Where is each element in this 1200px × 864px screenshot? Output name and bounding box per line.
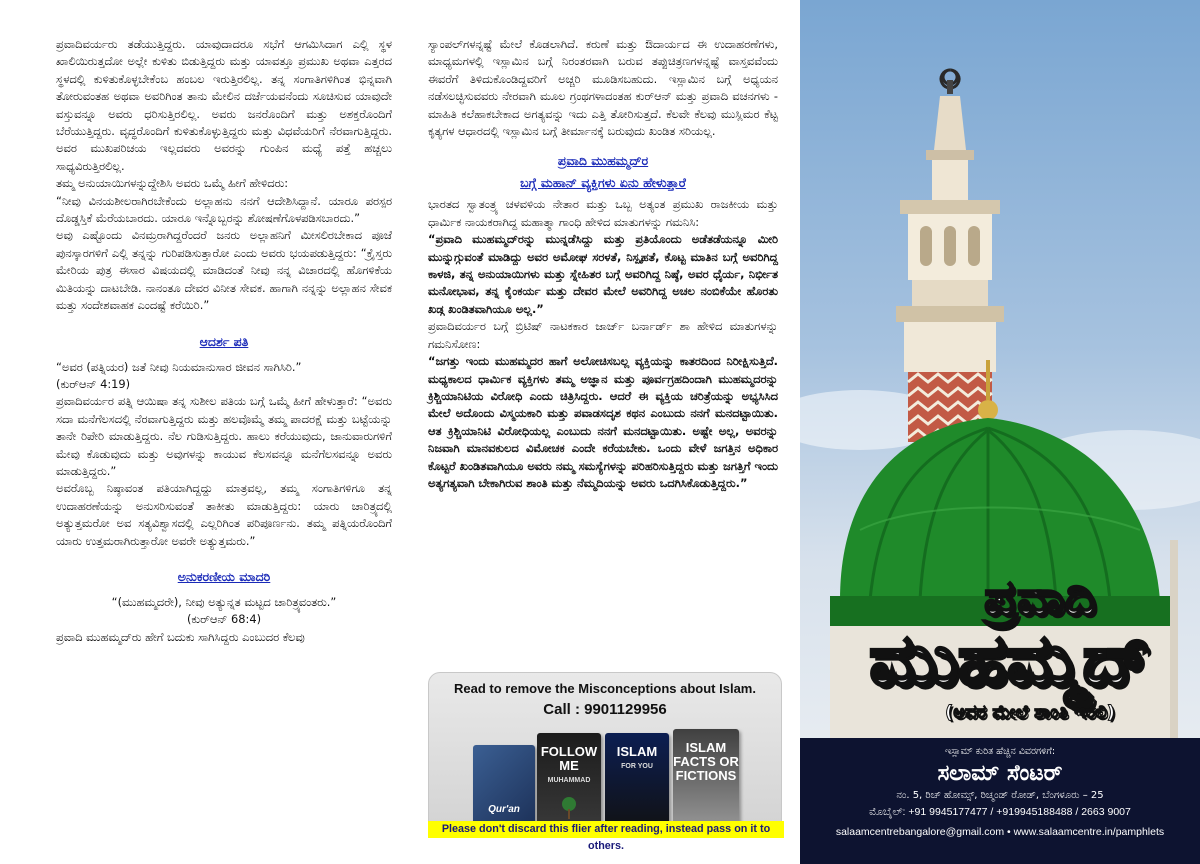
cover-title-prophet: ಪ್ರವಾದಿ [984,570,1096,626]
organization-name: ಸಲಾಮ್ ಸೆಂಟರ್ [937,761,1063,786]
gandhi-quote: “ಪ್ರವಾದಿ ಮುಹಮ್ಮದ್‌ರನ್ನು ಮುನ್ನಡೆಸಿದ್ದು ಮತ್ತು ಪ್ರತಿಯೊಂದು ಅಡೆತಡೆಯನ್ನೂ ಮೀರಿ ಮುನ್ನುಗ್ಗುವಂತೆ ಮಾಡಿದ್ದು ಅವರ ಅಮೋಘ ಸರಳತೆ, ನಿಸ್ಪೃಹತೆ, ಕೊಟ್ಟ ಮಾತಿನ ಬಗ್ಗೆ ಅವರಿಗಿದ್ದ ಕಾಳಜಿ, ತನ್ನ ಅನುಯಾಯಿಗಳು ಮತ್ತು ಸ್ನೇಹಿತರ ಬಗ್ಗೆ ಅವರಿಗಿದ್ದ ನಿಷ್ಠೆ, ಅವರ ಧೈರ್ಯ, ನಿರ್ಭೀತ ಮನೋಭಾವ, ತನ್ನ ಕೈಂಕರ್ಯ ಮತ್ತು ದೇವರ ಮೇಲೆ ಅವರಿಗಿದ್ದ ಅಚಲ ನಂಬಿಕೆಯೇ ಹೊರತು ಖಡ್ಗ ಖಂಡಿತವಾಗಿಯೂ ಅಲ್ಲ.” [428,232,778,316]
cover-panel [800,0,1200,864]
promo-phone: Call : 9901129956 [543,701,667,718]
paragraph: ಭಾರತದ ಸ್ವಾತಂತ್ರ್ಯ ಚಳವಳಿಯ ನೇತಾರ ಮತ್ತು ಒಬ್ಬ ಅತ್ಯಂತ ಪ್ರಮುಖ ರಾಜಕೀಯ ಮತ್ತು ಧಾರ್ಮಿಕ ನಾಯಕರಾಗಿದ್ದ ಮಹಾತ್ಮಾ ಗಾಂಧಿ ಹೇಳಿದ ಮಾತುಗಳನ್ನು ಗಮನಿಸಿ: [428,197,778,229]
book-title: ISLAM FACTS OR FICTIONS [673,740,739,783]
promo-tagline: Read to remove the Misconceptions about Islam. [454,681,756,696]
paragraph: ಸ್ಯಾಂಪಲ್‌ಗಳನ್ನಷ್ಟೆ ಮೇಲೆ ಕೊಡಲಾಗಿದೆ. ಕರುಣೆ ಮತ್ತು ಔದಾರ್ಯದ ಈ ಉದಾಹರಣೆಗಳು, ಮಾಧ್ಯಮಗಳಲ್ಲಿ ಇಸ್ಲಾಮಿನ ಬಗ್ಗೆ ನಿರಂತರವಾಗಿ ಬರುವ ತಪ್ಪುಚಿತ್ರಣಗಳನ್ನಷ್ಟೆ ವಾಸ್ತವವೆಂದು ಈವರೆಗೆ ತಿಳಿದುಕೊಂಡಿದ್ದವರಿಗೆ ಅಚ್ಚರಿ ಮೂಡಿಸಬಹುದು. ಇಸ್ಲಾಮಿನ ಬಗ್ಗೆ ಅಧ್ಯಯನ ನಡೆಸಲಚ್ಛಿಸುವವರು ನೇರವಾಗಿ ಮೂಲ ಗ್ರಂಥಗಳಾದಂತಹ ಕುರ್‌ಆನ್ ಮತ್ತು ಪ್ರವಾದಿ ವಚನಗಳು - ಮಾಹಿತಿ ಕಲೆಹಾಕಬೇಕಾದ ಅಗತ್ಯವನ್ನು ಇದು ಎತ್ತಿ ತೋರಿಸುತ್ತದೆ. ಕೆಲವೇ ಕೆಲವು ಮುಸ್ಲಿಮರ ಕೆಟ್ಟ ಕೃತ್ಯಗಳ ಆಧಾರದಲ್ಲಿ ಇಸ್ಲಾಮಿನ ಬಗ್ಗೆ ತೀರ್ಮಾನಕ್ಕೆ ಬರುವುದು ಖಂಡಿತ ಸರಿಯಲ್ಲ. [428,37,778,139]
text-column-left [56,36,392,646]
book-covers [473,725,743,833]
pass-on-notice: Please don't discard this flier after reading, instead pass on it to others. [428,821,784,838]
book-promo-box [428,672,782,838]
paragraph: ಪ್ರವಾದಿವರ್ಯರು ತಡೆಯುತ್ತಿದ್ದರು. ಯಾವುದಾದರೂ ಸಭೆಗೆ ಆಗಮಿಸಿದಾಗ ಎಲ್ಲಿ ಸ್ಥಳ ಖಾಲಿಯಿರುತ್ತದೋ ಅಲ್ಲೇ ಕುಳಿತು ಬಿಡುತ್ತಿದ್ದರು ಮತ್ತು ಯಾವತ್ತೂ ಪ್ರಮುಖ ಅಥವಾ ಎತ್ತರದ ಸ್ಥಳದಲ್ಲಿ ಕುಳಿತುಕೊಳ್ಳಬೇಕೆಂಬ ಹಂಬಲ ಇರುತ್ತಿರಲಿಲ್ಲ. ತನ್ನ ಸಂಗಾತಿಗಳಿಗಿಂತ ಭಿನ್ನವಾಗಿ ತೋರುವಂತಹ ಅಥವಾ ಅವರಿಗಿಂತ ತಾನು ಮೇಲಿನ ದರ್ಜೆಯವನೆಂದು ಸೂಚಿಸುವ ಯಾವುದೇ ವಸ್ತುವನ್ನೂ ಅವರು ಧರಿಸುತ್ತಿರಲಿಲ್ಲ. ಅವರು ಜನರೊಂದಿಗೆ ಮತ್ತು ಅಶಕ್ತರೊಂದಿಗೆ ಬೆರೆಯುತ್ತಿದ್ದರು. ವೃದ್ಧರೊಂದಿಗೆ ಕುಳಿತುಕೊಳ್ಳುತ್ತಿದ್ದರು ಮತ್ತು ವಿಧವೆಯರಿಗೆ ನೆರವಾಗುತ್ತಿದ್ದರು. ಅವರ ಮುಖಪರಿಚಯ ಇಲ್ಲದವರು ಅವರನ್ನು ಗುಂಪಿನ ಮಧ್ಯೆ ಪತ್ತೆ ಹಚ್ಚಲು ಸಾಧ್ಯವಿರುತ್ತಿರಲಿಲ್ಲ. [56,37,392,173]
cover-subtitle-pbuh: (ಅವರ ಮೇಲೆ ಶಾಂತಿ ಇರಲಿ) [944,702,1116,723]
paragraph: ಅವು ಎಷ್ಟೊಂದು ವಿನಮ್ರರಾಗಿದ್ದರೆಂದರೆ ಜನರು ಅಲ್ಲಾಹನಿಗೆ ಮೀಸಲಿರಬೇಕಾದ ಪೂಜೆ ಪುನಸ್ಕಾರಗಳಿಗೆ ಎಲ್ಲಿ ತನ್ನನ್ನು ಗುರಿಪಡಿಸುತ್ತಾರೋ ಎಂದು ಅವರು ಭಯಪಡುತ್ತಿದ್ದರು: “ಕ್ರೈಸ್ತರು ಮೇರಿಯ ಪುತ್ರ ಈಸಾರ ವಿಷಯದಲ್ಲಿ ಮಾಡಿದಂತೆ ನೀವು ನನ್ನ ವಿಚಾರದಲ್ಲಿ ಹೊಗಳಿಕೆಯ ಮಿತಿಯನ್ನು ದಾಟಬೇಡಿ. ನಾನಂತೂ ದೇವರ ವಿನೀತ ಸೇವಕ. ಹಾಗಾಗಿ ನನ್ನನ್ನು ಅಲ್ಲಾಹನ ಸೇವಕ ಮತ್ತು ಸಂದೇಶವಾಹಕ ಎಂದಷ್ಟೆ ಕರೆಯಿರಿ.” [56,228,392,313]
book-cover-follow-me [537,733,601,833]
section-heading-ideal-husband: ಆದರ್ಶ ಪತಿ [199,333,249,349]
quote-reference: (ಕುರ್‌ಆನ್ 4:19) [56,376,131,391]
email-website[interactable]: salaamcentrebangalore@gmail.com • www.salaamcentre.in/pamphlets [835,826,1165,838]
tree-icon [559,797,579,819]
paragraph: ತಮ್ಮ ಅನುಯಾಯಿಗಳನ್ನುದ್ದೇಶಿಸಿ ಅವರು ಒಮ್ಮೆ ಹೀಗೆ ಹೇಳಿದರು: [56,176,289,191]
phone-numbers: ಮೊಬೈಲ್: +91 9945177477 / +919945188488 / 2663 9007 [869,806,1131,818]
text-column-middle [428,36,778,492]
quote: “ನೀವು ವಿನಯಶೀಲರಾಗಿರಬೇಕೆಂದು ಅಲ್ಲಾಹನು ನನಗೆ ಆದೇಶಿಸಿದ್ದಾನೆ. ಯಾರೂ ಪರಸ್ಪರ ದೊಡ್ಡಸ್ತಿಕೆ ಮೆರೆಯಬಾರದು. ಯಾರೂ ಇನ್ನೊಬ್ಬರನ್ನು ಶೋಷಣೆಗೊಳಪಡಿಸಬಾರದು.” [56,193,392,226]
paragraph: ಅವರೊಬ್ಬ ನಿಷ್ಠಾವಂತ ಪತಿಯಾಗಿದ್ದದ್ದು ಮಾತ್ರವಲ್ಲ, ತಮ್ಮ ಸಂಗಾತಿಗಳಿಗೂ ತನ್ನ ಉದಾಹರಣೆಯನ್ನು ಅನುಸರಿಸುವಂತೆ ತಾಕೀತು ಮಾಡುತ್ತಿದ್ದರು: ಯಾರು ಚಾರಿತ್ರ್ಯದಲ್ಲಿ ಅತ್ಯುತ್ತಮರೋ ಅವ ಸತ್ಯವಿಶ್ವಾಸದಲ್ಲಿ ಎಲ್ಲರಿಗಿಂತ ಪರಿಪೂರ್ಣನು. ತಮ್ಮ ಪತ್ನಿಯರೊಂದಿಗೆ ಯಾರು ಉತ್ತಮರಾಗಿರುತ್ತಾರೋ ಅವರೇ ಅತ್ಯುತ್ತಮರು.” [56,481,392,548]
quote-reference: (ಕುರ್‌ಆನ್ 68:4) [186,612,262,627]
section-heading-line1: ಪ್ರವಾದಿ ಮುಹಮ್ಮದ್‌ರ [557,153,649,169]
paragraph: ಪ್ರವಾದಿವರ್ಯರ ಪತ್ನಿ ಆಯಿಷಾ ತನ್ನ ಸುಶೀಲ ಪತಿಯ ಬಗ್ಗೆ ಒಮ್ಮೆ ಹೀಗೆ ಹೇಳುತ್ತಾರೆ: “ಅವರು ಸದಾ ಮನೆಗೆಲಸದಲ್ಲಿ ನೆರವಾಗುತ್ತಿದ್ದರು ಮತ್ತು ಹಲವೊಮ್ಮೆ ತಮ್ಮ ಪಾದರಕ್ಷೆ ಮತ್ತು ಬಟ್ಟೆಯನ್ನು ತಾನೇ ರಿಪೇರಿ ಮಾಡುತ್ತಿದ್ದರು. ನೆಲ ಗುಡಿಸುತ್ತಿದ್ದರು. ಹಾಲು ಕರೆಯುವುದು, ಜಾನುವಾರುಗಳಿಗೆ ಮೇವು ಕೊಡುವುದು ಮತ್ತು ಅವುಗಳನ್ನು ಕಾಯುವ ಕೆಲಸವನ್ನೂ ಮನೆಗೆಲಸವನ್ನೂ ಅವರು ಮಾಡುತ್ತಿದ್ದರು.” [56,394,392,478]
contact-block [800,738,1200,864]
contact-intro: ಇಸ್ಲಾಮ್ ಕುರಿತ ಹೆಚ್ಚಿನ ವಿವರಗಳಿಗೆ: [944,746,1056,757]
book-cover-islam-for-you [605,733,669,833]
book-subtitle: MUHAMMAD [547,777,591,784]
paragraph: ಪ್ರವಾದಿವರ್ಯರ ಬಗ್ಗೆ ಬ್ರಿಟಿಷ್ ನಾಟಕಕಾರ ಜಾರ್ಜ್ ಬರ್ನಾರ್ಡ್ ಶಾ ಹೇಳಿದ ಮಾತುಗಳನ್ನು ಗಮನಿಸೋಣ: [428,319,778,351]
paragraph: ಪ್ರವಾದಿ ಮುಹಮ್ಮದ್‌ರು ಹೇಗೆ ಬದುಕು ಸಾಗಿಸಿದ್ದರು ಎಂಬುದರ ಕೆಲವು [56,629,305,644]
book-title: ISLAM [616,744,658,759]
book-cover-islam-facts [673,729,739,833]
book-cover-quran [473,745,535,833]
section-heading-exemplary-model: ಅನುಕರಣೀಯ ಮಾದರಿ [177,568,271,584]
book-title: FOLLOW ME [540,744,598,773]
quran-quote: “ಅವರ (ಪತ್ನಿಯರ) ಜತೆ ನೀವು ನಿಯಮಾನುಸಾರ ಜೀವನ ಸಾಗಿಸಿರಿ.” [56,359,302,374]
shaw-quote: “ಜಗತ್ತು ಇಂದು ಮುಹಮ್ಮದರ ಹಾಗೆ ಅಲೋಚಿಸಬಲ್ಲ ವ್ಯಕ್ತಿಯನ್ನು ಕಾತರದಿಂದ ನಿರೀಕ್ಷಿಸುತ್ತಿದೆ. ಮಧ್ಯಕಾಲದ ಧಾರ್ಮಿಕ ವ್ಯಕ್ತಿಗಳು ತಮ್ಮ ಅಜ್ಞಾನ ಮತ್ತು ಪೂರ್ವಗ್ರಹದಿಂದಾಗಿ ಮುಹಮ್ಮದರನ್ನು ಕ್ರಿಶ್ಚಿಯಾನಿಟಿಯ ವಿರೋಧಿ ಎಂದು ಚಿತ್ರಿಸಿದ್ದರು. ಆದರೆ ಈ ವ್ಯಕ್ತಿಯ ಚರಿತ್ರೆಯನ್ನು ಅಭ್ಯಸಿಸಿದ ಮೇಲೆ ಅದೊಂದು ವಿಸ್ಮಯಕಾರಿ ಮತ್ತು ಪವಾಡಸದೃಶ ಕಥನ ಎಂಬುದು ನನಗೆ ಮನದಟ್ಟಾಯಿತು. ಆತ ಕ್ರಿಶ್ಚಿಯಾನಿಟಿ ವಿರೋಧಿಯಲ್ಲ ಎಂಬುದು ನನಗೆ ಮನದಟ್ಟಾಯಿತು. ಅಷ್ಟೇ ಅಲ್ಲ, ಅವರನ್ನು ನಿಜವಾಗಿ ಮಾನವಕುಲದ ವಿಮೋಚಕ ಎಂದೇ ಕರೆಯಬೇಕು. ಒಂದು ವೇಳೆ ಜಗತ್ತಿನ ಅಧಿಕಾರ ಕೊಟ್ಟರೆ ಖಂಡಿತವಾಗಿಯೂ ಅವರು ನಮ್ಮ ಸಮಸ್ಯೆಗಳನ್ನು ಪರಿಹರಿಸುತ್ತಿದ್ದರು ಮತ್ತು ಜಗತ್ತಿಗೆ ಇಂದು ಅತ್ಯಗತ್ಯವಾಗಿ ಬೇಕಾಗಿರುವ ಶಾಂತಿ ಮತ್ತು ನೆಮ್ಮದಿಯನ್ನು ಅವರು ಒದಗಿಸಿಕೊಡುತ್ತಿದ್ದರು.” [428,354,778,490]
book-title: Qur'an [488,804,520,815]
section-heading-line2: ಬಗ್ಗೆ ಮಹಾನ್ ವ್ಯಕ್ತಿಗಳು ಏನು ಹೇಳುತ್ತಾರೆ [520,175,686,191]
quran-quote: “(ಮುಹಮ್ಮದರೇ), ನೀವು ಅತ್ಯುನ್ನತ ಮಟ್ಟದ ಚಾರಿತ್ರ್ಯವಂತರು.” [111,594,337,609]
book-subtitle: FOR YOU [621,763,653,770]
cover-title-muhammad: ಮುಹಮ್ಮದ್ [869,619,1151,701]
address: ನಂ. 5, ರಿಚ್ ಹೋಮ್ಸ್, ರಿಚ್ಮಂಡ್ ರೋಡ್, ಬೆಂಗಳೂರು – 25 [896,790,1104,801]
